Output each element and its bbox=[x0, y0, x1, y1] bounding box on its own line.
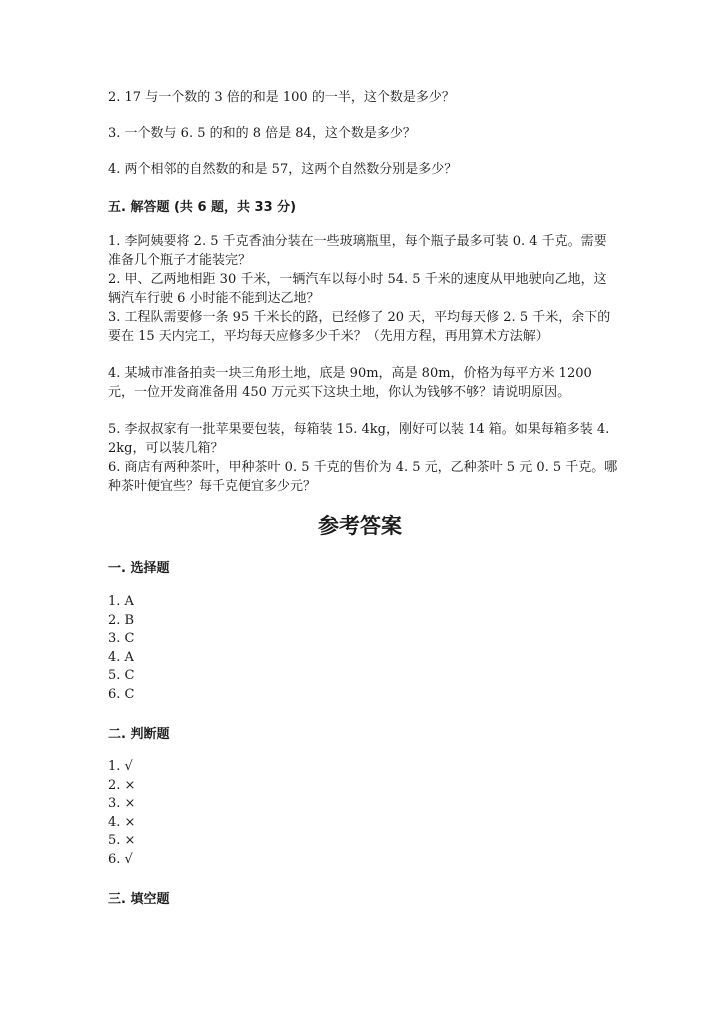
calc-question-3: 3. 一个数与 6. 5 的和的 8 倍是 84，这个数是多少？ bbox=[108, 126, 416, 141]
answer-list-judge bbox=[108, 758, 618, 870]
answer-section-choice-title: 一. 选择题 bbox=[108, 561, 170, 576]
list-item: 5. C bbox=[108, 668, 135, 684]
answer-list-choice bbox=[108, 593, 618, 705]
list-item: 4. A bbox=[108, 649, 134, 665]
calc-question-4: 4. 两个相邻的自然数的和是 57，这两个自然数分别是多少？ bbox=[108, 162, 458, 177]
answer-section-fill-title: 三. 填空题 bbox=[108, 892, 170, 907]
list-item: 5. × bbox=[108, 833, 136, 849]
problem-1: 1. 李阿姨要将 2. 5 千克香油分装在一些玻璃瓶里，每个瓶子最多可装 0. 4 千克。需要准备几个瓶子才能装完？ bbox=[108, 234, 607, 268]
answer-section-judge-title: 二. 判断题 bbox=[108, 727, 170, 742]
list-item: 3. C bbox=[108, 631, 135, 647]
list-item: 3. × bbox=[108, 796, 136, 812]
list-item: 1. √ bbox=[108, 759, 133, 774]
problem-3: 3. 工程队需要修一条 95 千米长的路，已经修了 20 天，平均每天修 2. 5 千米，余下的要在 15 天内完工，平均每天应修多少千米？（先用方程，再用算术方法解） bbox=[108, 310, 611, 344]
calc-question-2: 2. 17 与一个数的 3 倍的和是 100 的一半，这个数是多少？ bbox=[108, 90, 455, 105]
list-item: 2. × bbox=[108, 777, 136, 793]
list-item: 6. √ bbox=[108, 851, 133, 867]
list-item: 4. × bbox=[108, 814, 136, 830]
problem-2: 2. 甲、乙两地相距 30 千米，一辆汽车以每小时 54. 5 千米的速度从甲地驶向乙地，这辆汽车行驶 6 小时能不能到达乙地？ bbox=[108, 272, 607, 306]
section-5-title: 五. 解答题 (共 6 题，共 33 分) bbox=[108, 200, 297, 215]
list-item: 2. B bbox=[108, 612, 135, 628]
list-item: 6. C bbox=[108, 686, 135, 702]
problem-6: 6. 商店有两种茶叶，甲种茶叶 0. 5 千克的售价为 4. 5 元，乙种茶叶 5 元 0. 5 千克。哪种茶叶便宜些？每千克便宜多少元？ bbox=[108, 460, 618, 494]
problem-5: 5. 李叔叔家有一批苹果要包装，每箱装 15. 4kg，刚好可以装 14 箱。如果每箱多装 4. 2kg，可以装几箱？ bbox=[108, 422, 610, 456]
problem-4: 4. 某城市准备拍卖一块三角形土地，底是 90m，高是 80m，价格为每平方米 1200 元，一位开发商准备用 450 万元买下这块土地，你认为钱够不够？请说明原因。 bbox=[108, 366, 592, 400]
answer-title: 参考答案 bbox=[318, 514, 402, 538]
list-item: 1. A bbox=[108, 594, 134, 609]
